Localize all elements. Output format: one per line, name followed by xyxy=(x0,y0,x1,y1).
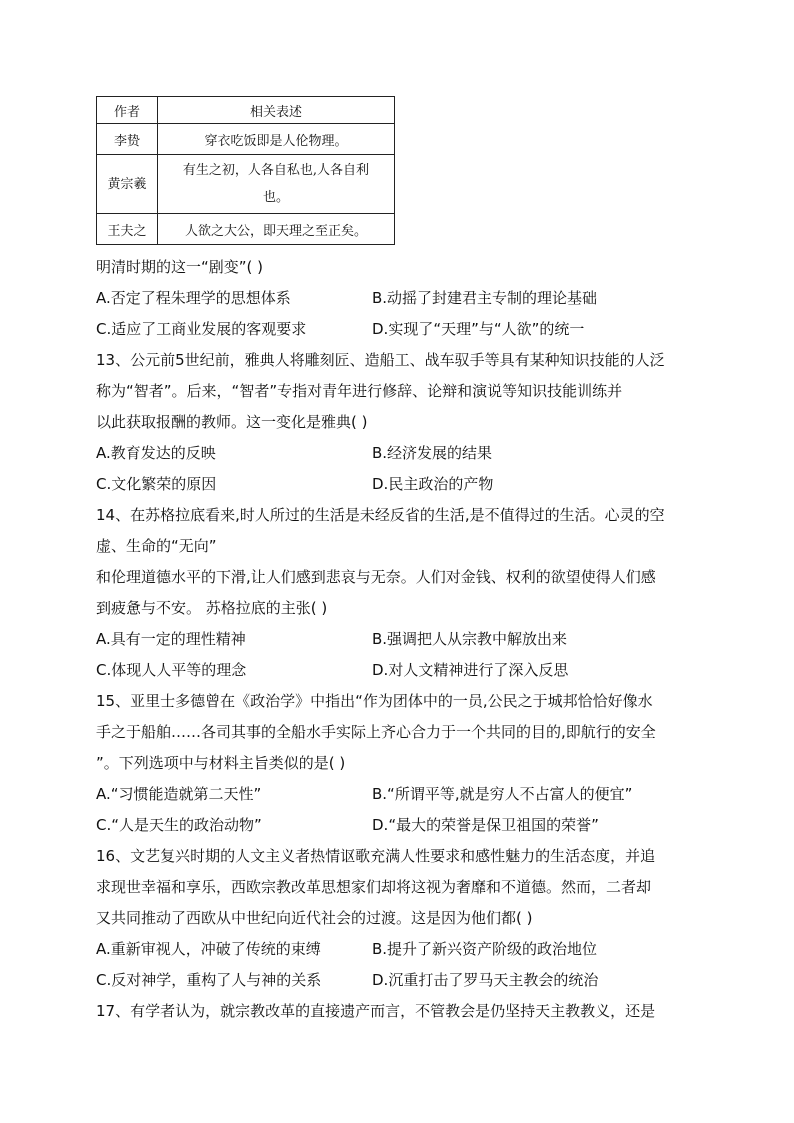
option-c[interactable]: C.“人是天生的政治动物” xyxy=(96,816,262,834)
option-b[interactable]: B.经济发展的结果 xyxy=(372,444,493,462)
table-row xyxy=(97,155,395,214)
header-author: 作者 xyxy=(97,97,158,124)
question-13-options-row-2 xyxy=(96,469,700,500)
option-c[interactable]: C.体现人人平等的理念 xyxy=(96,661,247,679)
statement-cell: 穿衣吃饭即是人伦物理。 xyxy=(158,124,395,155)
table-row xyxy=(97,214,395,245)
question-13-line: 以此获取报酬的教师。这一变化是雅典( ) xyxy=(96,413,368,431)
author-statement-table xyxy=(96,96,395,245)
option-b[interactable]: B.“所谓平等,就是穷人不占富人的便宜” xyxy=(372,785,633,803)
statement-cell: 人欲之大公，即天理之至正矣。 xyxy=(158,214,395,245)
question-14-line: 虚、生命的“无向” xyxy=(96,537,217,555)
question-13-line: 称为“智者”。后来，“智者”专指对青年进行修辞、论辩和演说等知识技能训练并 xyxy=(96,382,623,400)
question-14-options-row-1 xyxy=(96,624,700,655)
question-15-options-row-1 xyxy=(96,779,700,810)
option-d[interactable]: D.实现了“天理”与“人欲”的统一 xyxy=(372,320,585,338)
option-b[interactable]: B.强调把人从宗教中解放出来 xyxy=(372,630,568,648)
question-15-line: 15、亚里士多德曾在《政治学》中指出“作为团体中的一员,公民之于城邦恰恰好像水 xyxy=(96,692,653,710)
option-c[interactable]: C.反对神学，重构了人与神的关系 xyxy=(96,971,322,989)
question-12-stem: 明清时期的这一“剧变”( ) xyxy=(96,258,264,276)
question-15-options-row-2 xyxy=(96,810,700,841)
statement-cell xyxy=(158,155,395,214)
option-a[interactable]: A.否定了程朱理学的思想体系 xyxy=(96,289,291,307)
question-14-line: 14、在苏格拉底看来,时人所过的生活是未经反省的生活,是不值得过的生活。心灵的空 xyxy=(96,506,665,524)
question-16-line: 16、文艺复兴时期的人文主义者热情讴歌充满人性要求和感性魅力的生活态度，并追 xyxy=(96,847,656,865)
option-d[interactable]: D.民主政治的产物 xyxy=(372,475,494,493)
author-cell: 李贽 xyxy=(97,124,158,155)
question-13-line: 13、公元前5世纪前，雅典人将雕刻匠、造船工、战车驭手等具有某种知识技能的人泛 xyxy=(96,351,665,369)
option-a[interactable]: A.重新审视人，冲破了传统的束缚 xyxy=(96,940,321,958)
table-row xyxy=(97,124,395,155)
question-16-line: 又共同推动了西欧从中世纪向近代社会的过渡。这是因为他们都( ) xyxy=(96,909,533,927)
option-a[interactable]: A.具有一定的理性精神 xyxy=(96,630,246,648)
option-a[interactable]: A.教育发达的反映 xyxy=(96,444,216,462)
statement-line: 也。 xyxy=(262,190,289,205)
option-d[interactable]: D.“最大的荣誉是保卫祖国的荣誉” xyxy=(372,816,599,834)
question-15-line: 手之于船舶……各司其事的全船水手实际上齐心合力于一个共同的目的,即航行的安全 xyxy=(96,723,656,741)
author-cell: 黄宗羲 xyxy=(97,155,158,214)
question-12-options-row-1 xyxy=(96,283,700,314)
question-16-line: 求现世幸福和享乐，西欧宗教改革思想家们却将这视为奢靡和不道德。然而，二者却 xyxy=(96,878,652,896)
question-14-line: 和伦理道德水平的下滑,让人们感到悲哀与无奈。人们对金钱、权利的欲望使得人们感 xyxy=(96,568,656,586)
option-a[interactable]: A.“习惯能造就第二天性” xyxy=(96,785,262,803)
question-15-line: ”。下列选项中与材料主旨类似的是( ) xyxy=(96,754,346,772)
question-14-line: 到疲惫与不安。 苏格拉底的主张( ) xyxy=(96,599,328,617)
option-c[interactable]: C.适应了工商业发展的客观要求 xyxy=(96,320,307,338)
option-c[interactable]: C.文化繁荣的原因 xyxy=(96,475,217,493)
statement-line: 有生之初，人各自私也,人各自利 xyxy=(182,163,370,178)
option-b[interactable]: B.提升了新兴资产阶级的政治地位 xyxy=(372,940,598,958)
question-17-line: 17、有学者认为，就宗教改革的直接遗产而言，不管教会是仍坚持天主教教义，还是 xyxy=(96,1002,656,1020)
option-d[interactable]: D.对人文精神进行了深入反思 xyxy=(372,661,569,679)
table-header-row xyxy=(97,97,395,124)
question-12-options-row-2 xyxy=(96,314,700,345)
option-b[interactable]: B.动摇了封建君主专制的理论基础 xyxy=(372,289,598,307)
question-13-options-row-1 xyxy=(96,438,700,469)
option-d[interactable]: D.沉重打击了罗马天主教会的统治 xyxy=(372,971,599,989)
question-16-options-row-1 xyxy=(96,934,700,965)
question-16-options-row-2 xyxy=(96,965,700,996)
question-content xyxy=(96,252,700,1027)
header-statement: 相关表述 xyxy=(158,97,395,124)
author-cell: 王夫之 xyxy=(97,214,158,245)
question-14-options-row-2 xyxy=(96,655,700,686)
